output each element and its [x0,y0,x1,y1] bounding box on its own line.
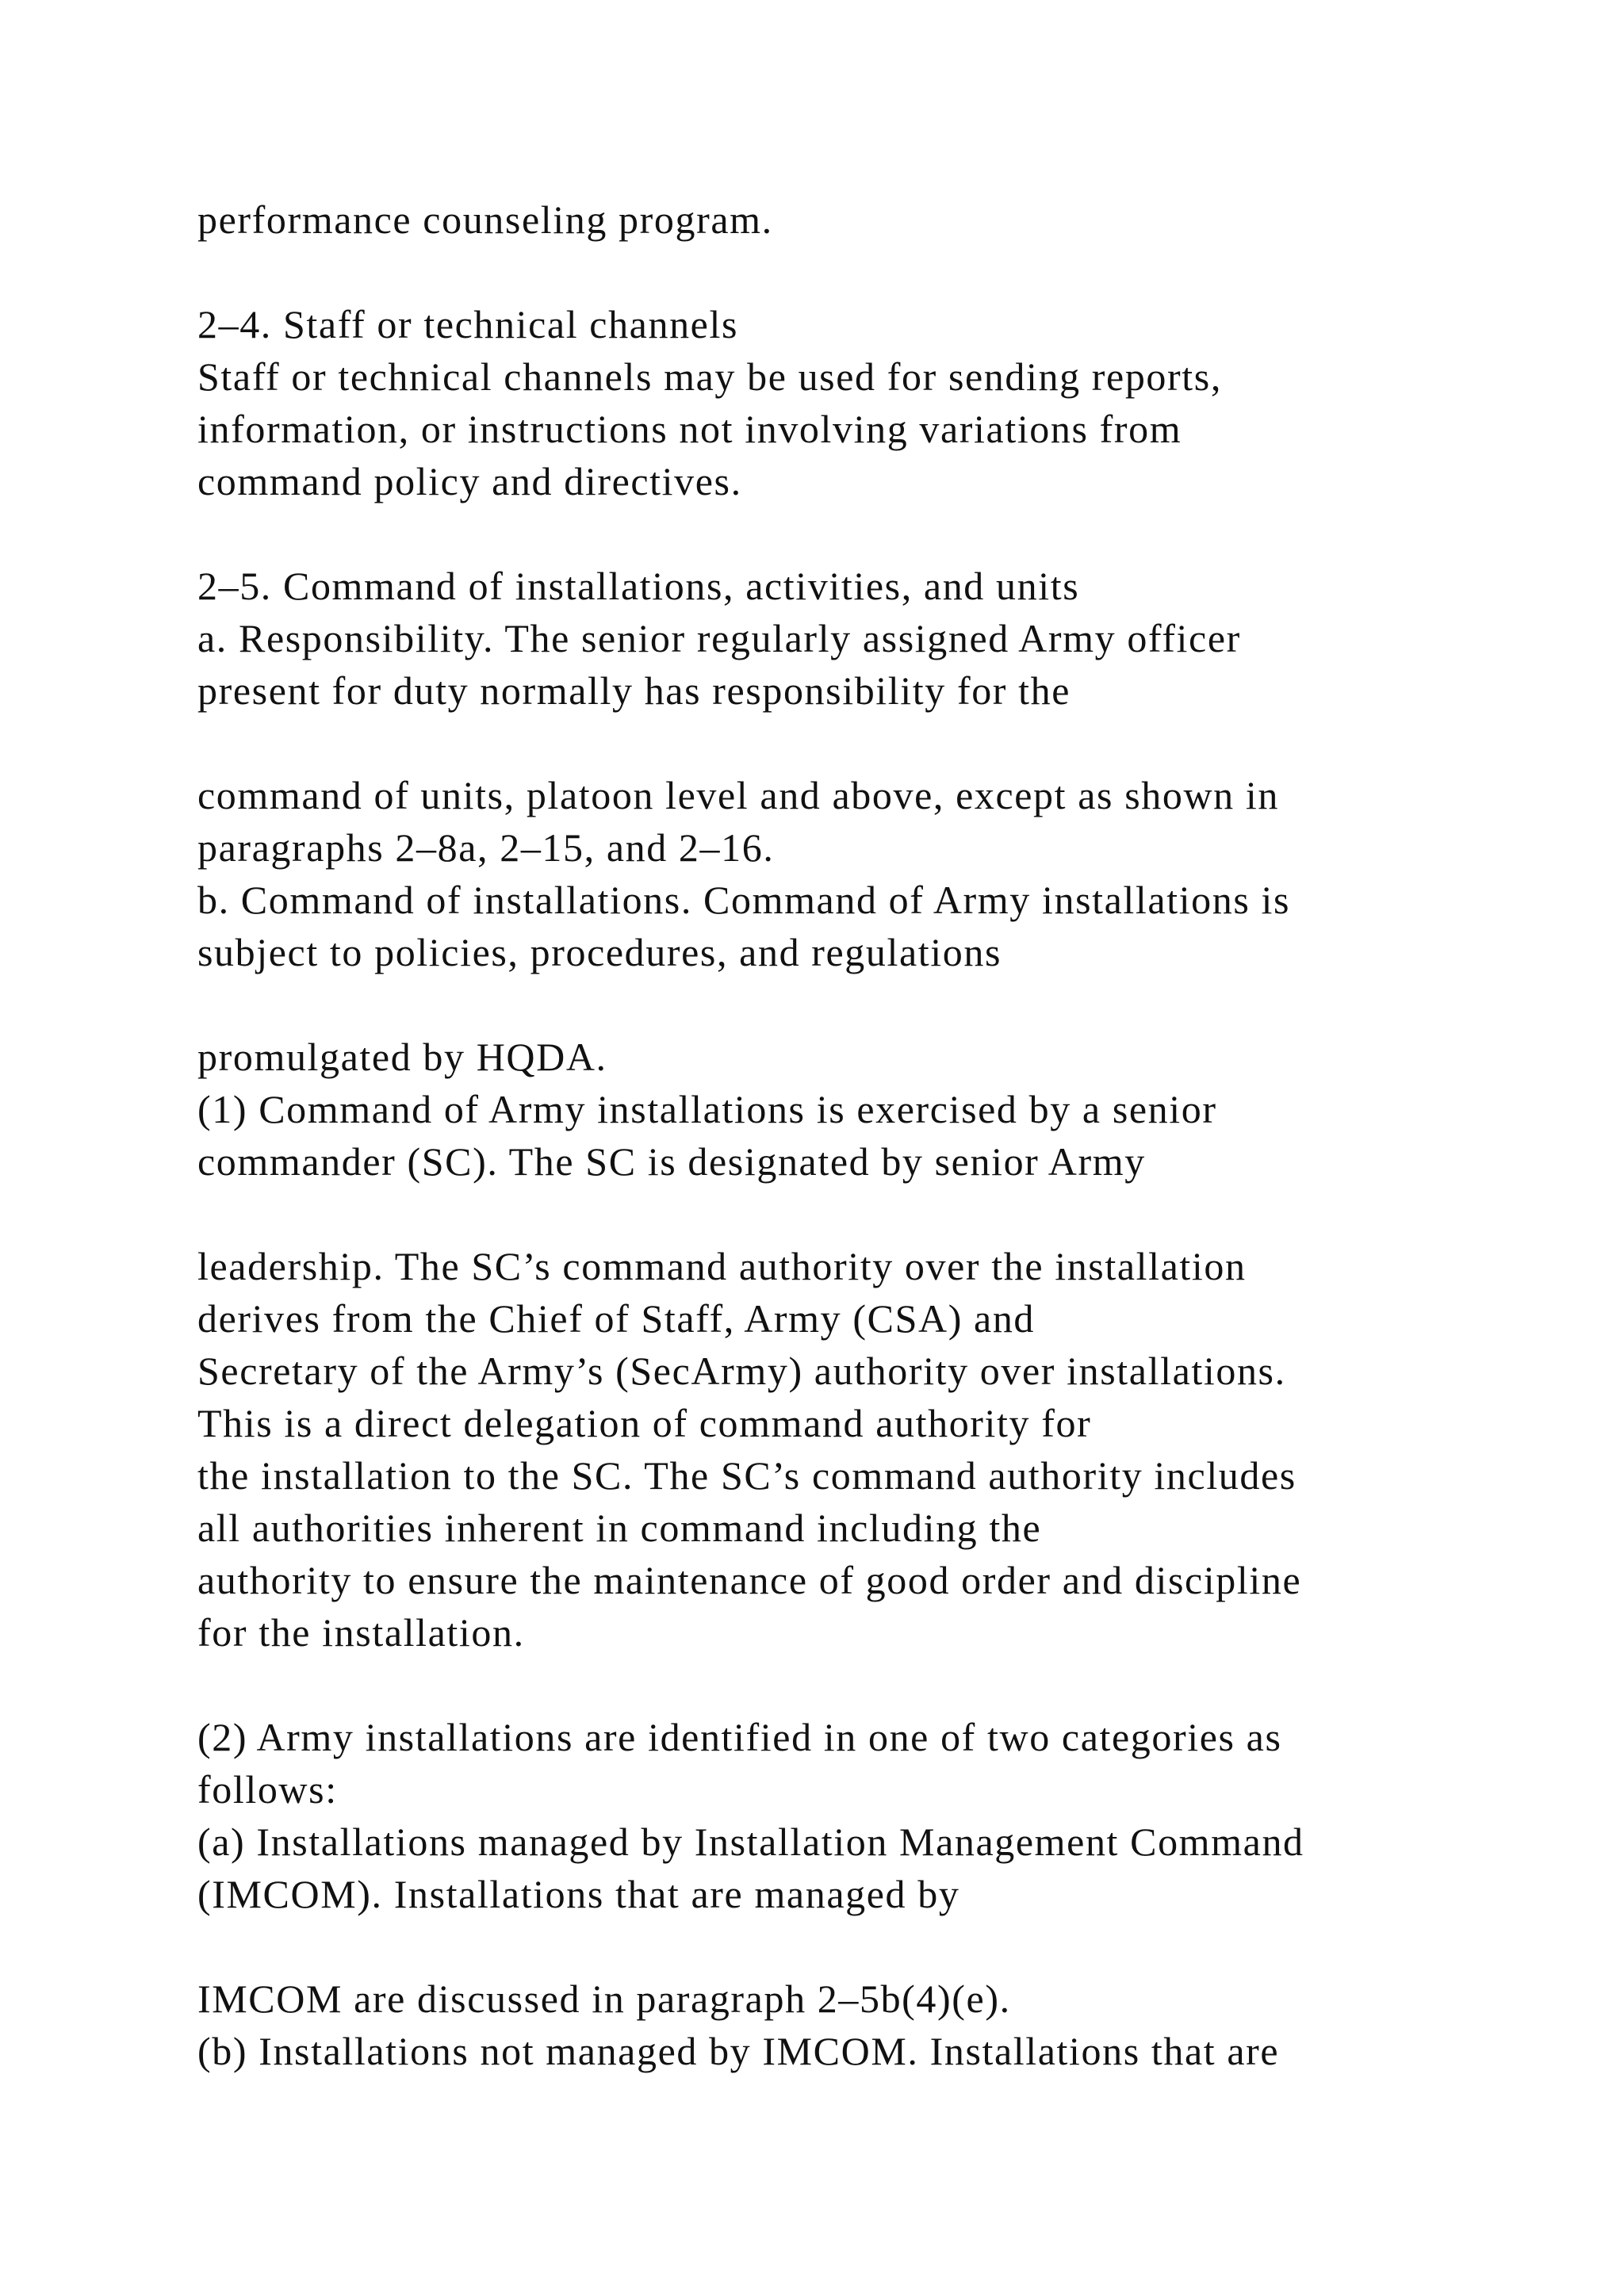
blank-line [197,1659,1593,1711]
text-line: command of units, platoon level and above, except as shown in [197,773,1279,817]
text-line: follows: [197,1767,338,1812]
text-line: (2) Army installations are identified in one of two categories as [197,1715,1282,1759]
text-line: for the installation. [197,1610,525,1655]
text-line: all authorities inherent in command including the [197,1506,1042,1550]
text-line: commander (SC). The SC is designated by senior Army [197,1139,1146,1184]
section-heading: 2–4. Staff or technical channels [197,302,739,346]
blank-line [197,246,1593,298]
text-line: Secretary of the Army’s (SecArmy) authority over installations. [197,1349,1286,1393]
text-line: This is a direct delegation of command authority for [197,1401,1092,1445]
text-line: (IMCOM). Installations that are managed by [197,1872,960,1916]
section-heading: 2–5. Command of installations, activities, and units [197,564,1080,608]
text-line: authority to ensure the maintenance of good order and discipline [197,1558,1302,1602]
text-line: paragraphs 2–8a, 2–15, and 2–16. [197,825,775,870]
document-body [197,193,1593,2077]
text-line: present for duty normally has responsibility for the [197,668,1071,713]
blank-line [197,1188,1593,1240]
blank-line [197,1920,1593,1973]
text-line: command policy and directives. [197,459,742,503]
blank-line [197,507,1593,560]
text-line: leadership. The SC’s command authority over the installation [197,1244,1247,1288]
text-line: derives from the Chief of Staff, Army (CSA) and [197,1296,1036,1341]
blank-line [197,978,1593,1031]
text-line: b. Command of installations. Command of Army installations is [197,878,1291,922]
text-line: (1) Command of Army installations is exercised by a senior [197,1087,1217,1131]
text-line: the installation to the SC. The SC’s command authority includes [197,1453,1297,1498]
blank-line [197,717,1593,769]
text-line: IMCOM are discussed in paragraph 2–5b(4)(e). [197,1976,1011,2021]
text-line: information, or instructions not involving variations from [197,407,1182,451]
text-line: subject to policies, procedures, and regulations [197,930,1002,974]
text-line: (a) Installations managed by Installation Management Command [197,1820,1304,1864]
text-line: promulgated by HQDA. [197,1035,607,1079]
text-line: performance counseling program. [197,197,773,242]
text-line: a. Responsibility. The senior regularly assigned Army officer [197,616,1241,660]
text-line: Staff or technical channels may be used for sending reports, [197,354,1222,399]
text-line: (b) Installations not managed by IMCOM. Installations that are [197,2029,1280,2073]
